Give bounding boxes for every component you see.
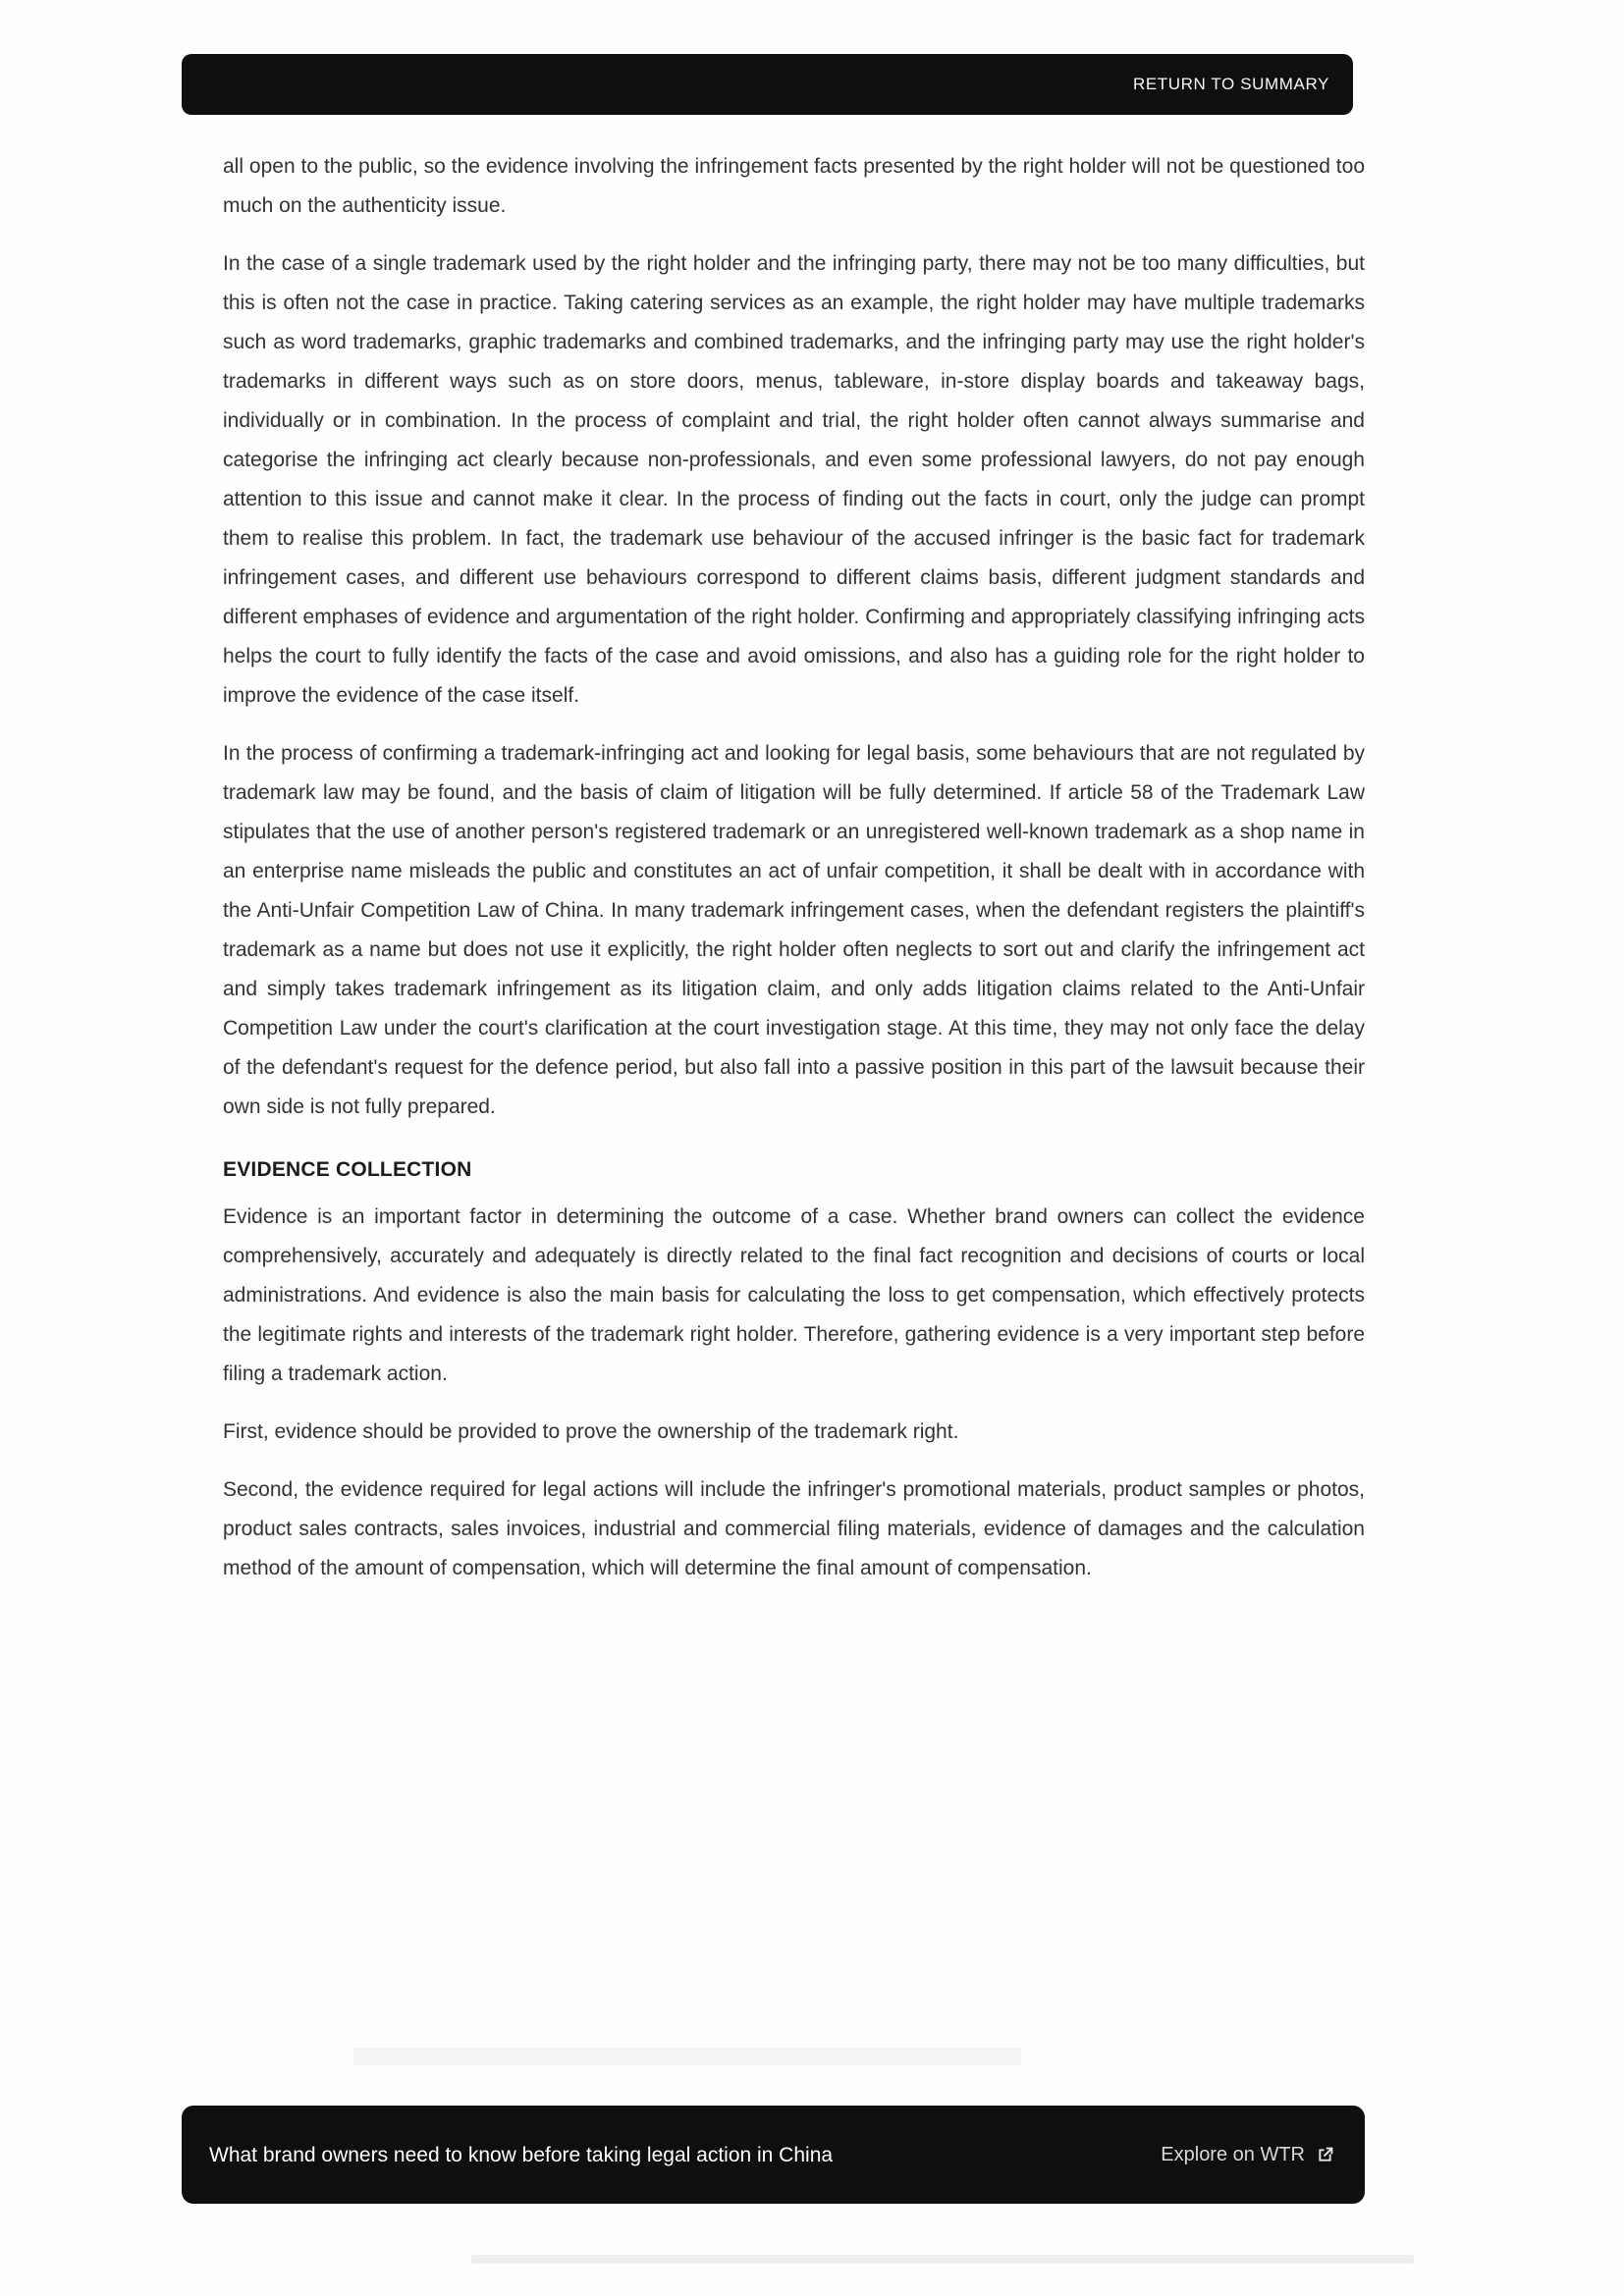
scan-bleed-artifact <box>353 2048 1021 2065</box>
paragraph: In the process of confirming a trademark-infringing act and looking for legal basis, some behaviours that are not regulated by trademark law may be found, and the basis of claim of litigation will be fully determined. If article 58 of the Trademark Law stipulates that the use of another person's registered trademark or an unregistered well-known trademark as a shop name in an enterprise name misleads the public and constitutes an act of unfair competition, it shall be dealt with in accordance with the Anti-Unfair Competition Law of China. In many trademark infringement cases, when the defendant registers the plaintiff's trademark as a name but does not use it explicitly, the right holder often neglects to sort out and clarify the infringement act and simply takes trademark infringement as its litigation claim, and only adds litigation claims related to the Anti-Unfair Competition Law under the court's clarification at the court investigation stage. At this time, they may not only face the delay of the defendant's request for the defence period, but also fall into a passive position in this part of the lawsuit because their own side is not fully prepared. <box>223 742 1365 1118</box>
paragraph: Evidence is an important factor in determining the outcome of a case. Whether brand owners can collect the evidence comprehensively, accurately and adequately is directly related to the final fact recognition and decisions of courts or local administrations. And evidence is also the main basis for calculating the loss to get compensation, which effectively protects the legitimate rights and interests of the trademark right holder. Therefore, gathering evidence is a very important step before filing a trademark action. <box>223 1205 1365 1385</box>
return-to-summary-label: RETURN TO SUMMARY <box>1132 75 1329 93</box>
paragraph: Second, the evidence required for legal actions will include the infringer's promotional materials, product samples or photos, product sales contracts, sales invoices, industrial and commercial filing materials, evidence of damages and the calculation method of the amount of compensation, which will determine the final amount of compensation. <box>223 1478 1365 1579</box>
article-body <box>223 147 1365 1607</box>
explore-on-wtr-label: Explore on WTR <box>1161 2143 1305 2165</box>
footer-banner <box>182 2106 1365 2204</box>
explore-on-wtr-link[interactable] <box>1161 2144 1335 2166</box>
section-heading-evidence-collection: EVIDENCE COLLECTION <box>223 1158 472 1181</box>
paragraph: all open to the public, so the evidence involving the infringement facts presented by the right holder will not be questioned too much on the authenticity issue. <box>223 155 1365 217</box>
scan-bleed-artifact <box>471 2255 1414 2264</box>
paragraph: First, evidence should be provided to prove the ownership of the trademark right. <box>223 1420 959 1443</box>
return-to-summary-button[interactable] <box>182 54 1353 115</box>
footer-article-title: What brand owners need to know before taking legal action in China <box>209 2143 834 2166</box>
external-link-icon <box>1315 2145 1335 2165</box>
paragraph: In the case of a single trademark used by the right holder and the infringing party, there may not be too many difficulties, but this is often not the case in practice. Taking catering services as an example, the right holder may have multiple trademarks such as word trademarks, graphic trademarks and combined trademarks, and the infringing party may use the right holder's trademarks in different ways such as on store doors, menus, tableware, in-store display boards and takeaway bags, individually or in combination. In the process of complaint and trial, the right holder often cannot always summarise and categorise the infringing act clearly because non-professionals, and even some professional lawyers, do not pay enough attention to this issue and cannot make it clear. In the process of finding out the facts in court, only the judge can prompt them to realise this problem. In fact, the trademark use behaviour of the accused infringer is the basic fact for trademark infringement cases, and different use behaviours correspond to different claims basis, different judgment standards and different emphases of evidence and argumentation of the right holder. Confirming and appropriately classifying infringing acts helps the court to fully identify the facts of the case and avoid omissions, and also has a guiding role for the right holder to improve the evidence of the case itself. <box>223 252 1365 707</box>
